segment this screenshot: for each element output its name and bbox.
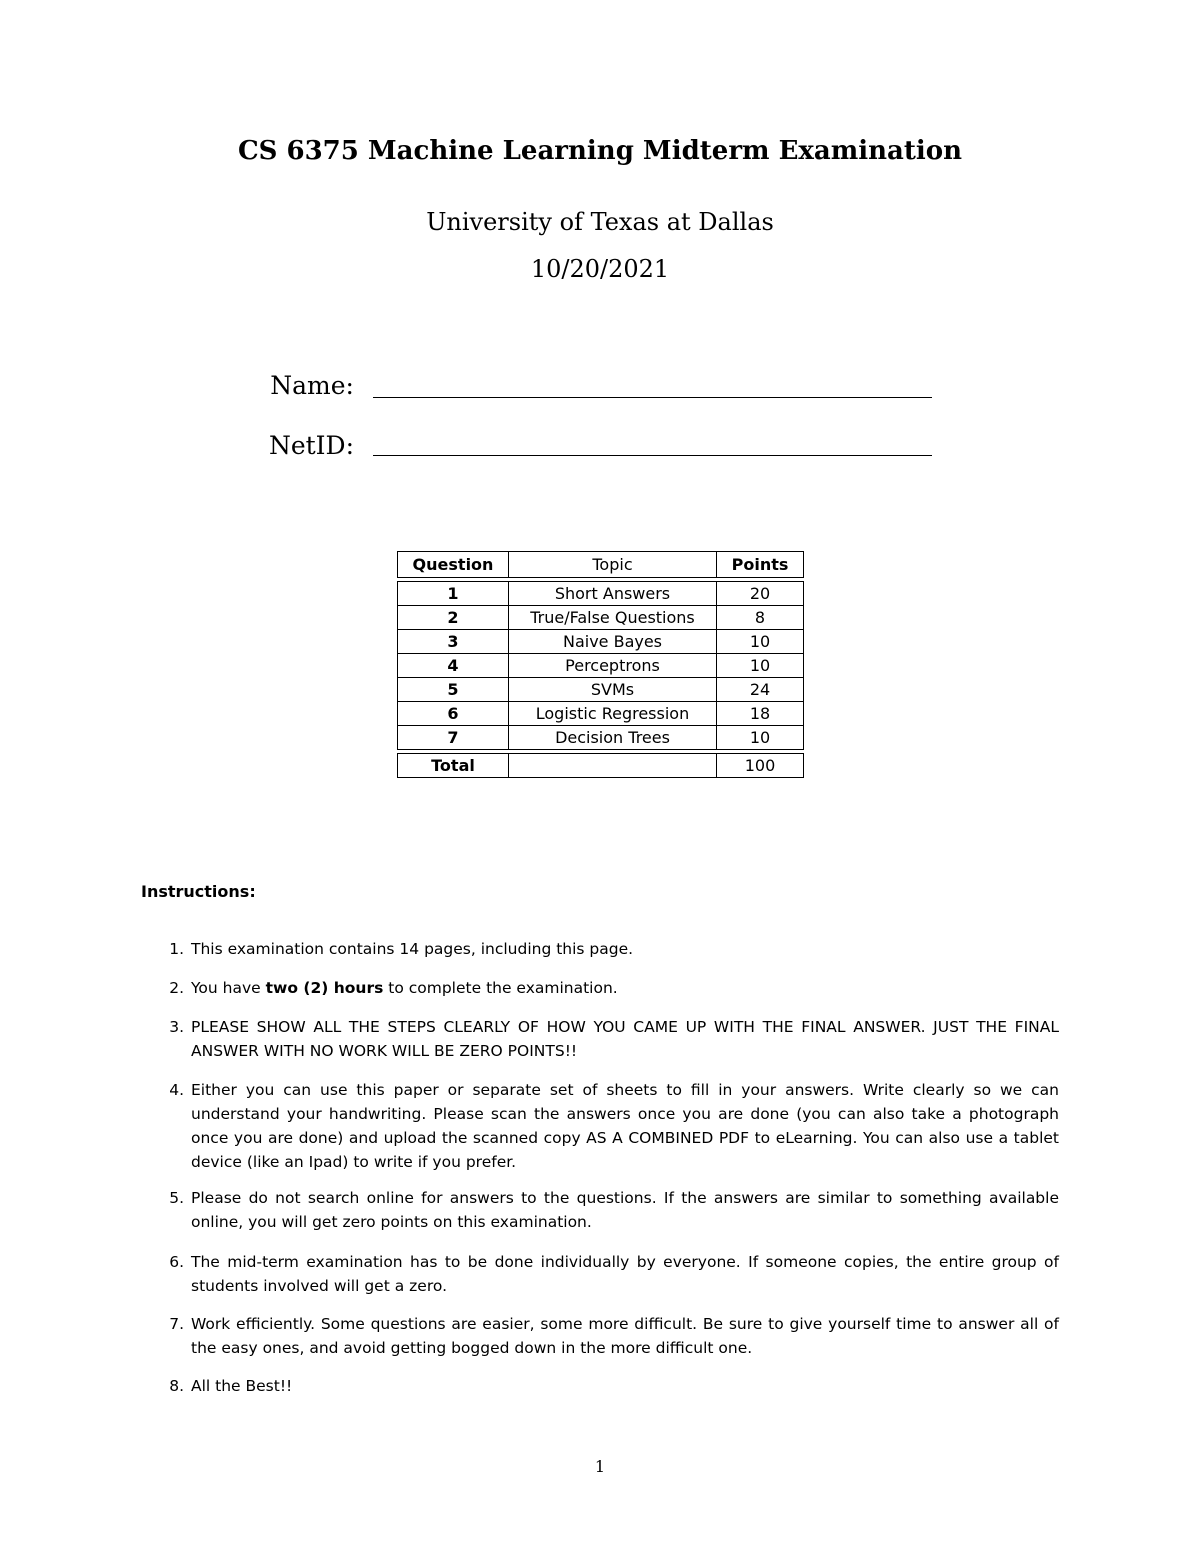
question-topic: Short Answers — [509, 582, 717, 606]
question-points: 24 — [717, 678, 804, 702]
total-label: Total — [398, 754, 509, 778]
item-text: Work efficiently. Some questions are easier, some more difficult. Be sure to give yourself time to answer all of the easy ones, and avoid getting bogged down in the more difficult one. — [191, 1315, 1059, 1357]
table-row — [398, 606, 804, 630]
table-header-row — [398, 552, 804, 578]
table-row — [398, 678, 804, 702]
item-text-post: to complete the examination. — [383, 979, 618, 997]
total-topic — [509, 754, 717, 778]
item-text: Either you can use this paper or separate set of sheets to fill in your answers. Write clearly so we can understand your handwriting. Please scan the answers once you are done (you can also take a photograph once you are done) and upload the scanned copy AS A COMBINED PDF to eLearning. You can also use a tablet device (like an Ipad) to write if you prefer. — [191, 1081, 1059, 1171]
item-text: All the Best!! — [191, 1377, 293, 1395]
question-topic: Naive Bayes — [509, 630, 717, 654]
table-row — [398, 654, 804, 678]
question-number: 1 — [398, 582, 509, 606]
question-topic: True/False Questions — [509, 606, 717, 630]
question-number: 6 — [398, 702, 509, 726]
name-label: Name: — [270, 371, 354, 400]
question-number: 7 — [398, 726, 509, 750]
table-row — [398, 726, 804, 750]
question-topic: Logistic Regression — [509, 702, 717, 726]
question-points: 10 — [717, 654, 804, 678]
item-number: 4. — [169, 1081, 184, 1099]
question-number: 2 — [398, 606, 509, 630]
question-number: 3 — [398, 630, 509, 654]
table-row — [398, 630, 804, 654]
question-topic: SVMs — [509, 678, 717, 702]
item-number: 6. — [169, 1253, 184, 1271]
netid-field-line[interactable] — [373, 455, 932, 456]
question-points: 10 — [717, 726, 804, 750]
institution-name: University of Texas at Dallas — [426, 208, 774, 236]
points-table — [397, 551, 804, 778]
question-number: 4 — [398, 654, 509, 678]
item-text: The mid-term examination has to be done individually by everyone. If someone copies, the entire group of students involved will get a zero. — [191, 1253, 1059, 1295]
header-question: Question — [398, 552, 509, 578]
question-points: 20 — [717, 582, 804, 606]
item-number: 3. — [169, 1018, 184, 1036]
exam-date: 10/20/2021 — [530, 255, 670, 283]
question-points: 18 — [717, 702, 804, 726]
instructions-heading: Instructions: — [141, 882, 256, 901]
item-number: 8. — [169, 1377, 184, 1395]
item-text-bold: two (2) hours — [265, 979, 384, 997]
name-field-line[interactable] — [373, 397, 932, 398]
exam-title: CS 6375 Machine Learning Midterm Examination — [237, 136, 963, 166]
table-row — [398, 702, 804, 726]
page-number: 1 — [594, 1457, 606, 1476]
item-number: 1. — [169, 940, 184, 958]
item-text: Please do not search online for answers to the questions. If the answers are similar to something available online, you will get zero points on this examination. — [191, 1189, 1059, 1231]
item-number: 5. — [169, 1189, 184, 1207]
item-number: 7. — [169, 1315, 184, 1333]
question-number: 5 — [398, 678, 509, 702]
item-text: This examination contains 14 pages, including this page. — [191, 940, 634, 958]
table-total-row — [398, 754, 804, 778]
header-points: Points — [717, 552, 804, 578]
item-text: PLEASE SHOW ALL THE STEPS CLEARLY OF HOW YOU CAME UP WITH THE FINAL ANSWER. JUST THE FINAL ANSWER WITH NO WORK WILL BE ZERO POINTS!! — [191, 1018, 1059, 1060]
total-points: 100 — [717, 754, 804, 778]
question-points: 10 — [717, 630, 804, 654]
header-topic: Topic — [509, 552, 717, 578]
item-number: 2. — [169, 979, 184, 997]
table-row — [398, 582, 804, 606]
item-text — [191, 976, 1059, 1000]
item-text-pre: You have — [191, 979, 266, 997]
question-topic: Perceptrons — [509, 654, 717, 678]
question-topic: Decision Trees — [509, 726, 717, 750]
netid-label: NetID: — [268, 431, 354, 460]
question-points: 8 — [717, 606, 804, 630]
